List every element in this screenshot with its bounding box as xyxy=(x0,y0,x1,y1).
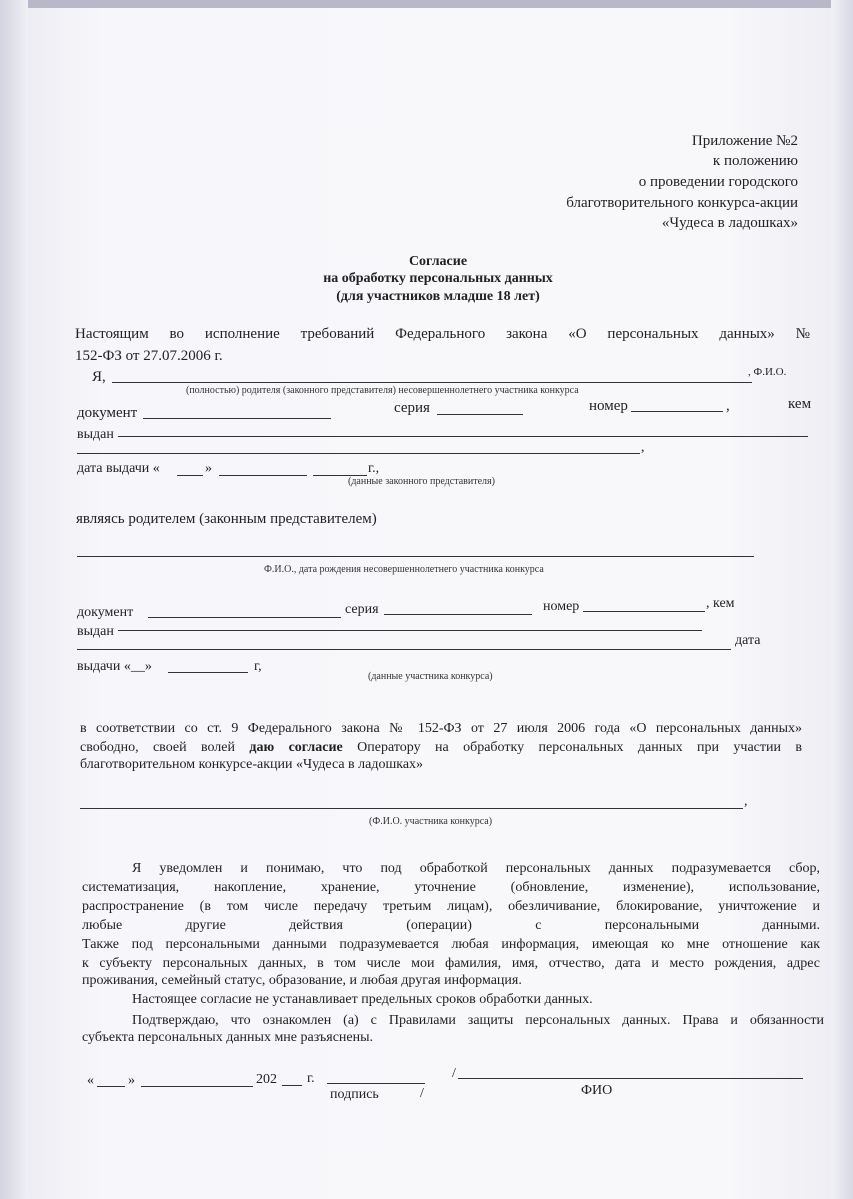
child-issue-label: выдачи «__» xyxy=(77,659,152,674)
parent-fio-field[interactable] xyxy=(112,382,752,383)
body-p1-line-2: систематизация, накопление, хранение, уточнение (обновление, изменение), использование, xyxy=(82,880,820,895)
participant-fio-field[interactable] xyxy=(80,808,743,809)
parent-number-field[interactable] xyxy=(631,411,723,412)
parent-series-field[interactable] xyxy=(437,414,523,415)
child-issued-field[interactable] xyxy=(118,630,702,631)
child-data-caption: (данные участника конкурса) xyxy=(368,671,493,682)
sign-slash-2: / xyxy=(420,1086,424,1101)
parent-number-comma: , xyxy=(726,398,730,414)
scan-top-edge xyxy=(0,0,853,8)
parent-doc-label: документ xyxy=(77,405,138,421)
child-number-field[interactable] xyxy=(583,611,705,612)
parent-number-label: номер xyxy=(589,398,628,414)
child-issued-field-2[interactable] xyxy=(77,649,731,650)
intro-line-2: 152-ФЗ от 27.07.2006 г. xyxy=(75,348,223,364)
sign-year-suffix: г. xyxy=(307,1071,315,1086)
sign-date-open: « xyxy=(87,1073,94,1088)
title-line-3: (для участников младше 18 лет) xyxy=(336,289,540,304)
consent-line-3: благотворительном конкурсе-акции «Чудеса в ладошках» xyxy=(80,757,424,772)
participant-fio-comma: , xyxy=(744,794,748,809)
parent-data-caption: (данные законного представителя) xyxy=(348,476,495,487)
body-p1-line-4: любые другие действия (операции) с персональными данными. xyxy=(82,918,820,933)
consent-line-1: в соответствии со ст. 9 Федерального закона № 152-ФЗ от 27 июля 2006 года «О персональных данных» xyxy=(80,721,802,736)
participant-fio-caption: (Ф.И.О. участника конкурса) xyxy=(369,816,493,827)
being-parent-text: являясь родителем (законным представителем) xyxy=(76,511,377,527)
parent-issued-by-label: кем xyxy=(788,396,812,412)
child-doc-field[interactable] xyxy=(148,617,341,618)
body-p1-line-6: к субъекту персональных данных, в том числе мои фамилия, имя, отчество, дата и место рождения, адрес xyxy=(82,956,820,971)
parent-issued-field-2[interactable] xyxy=(77,453,640,454)
body-p2: Настоящее согласие не устанавливает предельных сроков обработки данных. xyxy=(132,992,593,1007)
child-fio-field[interactable] xyxy=(77,556,754,557)
sign-caption: подпись xyxy=(330,1087,379,1102)
body-p1-line-7: проживания, семейный статус, образование, и любая другая информация. xyxy=(82,973,522,988)
child-issued-by-label: , кем xyxy=(706,596,735,611)
child-series-field[interactable] xyxy=(384,614,532,615)
parent-doc-field[interactable] xyxy=(143,418,331,419)
child-series-label: серия xyxy=(345,602,379,617)
parent-fio-caption: (полностью) родителя (законного представителя) несовершеннолетнего участника конкурса xyxy=(186,385,579,396)
scan-right-edge xyxy=(831,0,853,1199)
body-p1-line-5: Также под персональными данными подразумевается любая информация, имеющая ко мне отношение как xyxy=(82,937,820,952)
appendix-line-4: благотворительного конкурса-акции xyxy=(566,195,798,211)
appendix-line-5: «Чудеса в ладошках» xyxy=(661,215,798,231)
child-issued-label: выдан xyxy=(77,624,114,639)
sign-day-field[interactable] xyxy=(97,1086,125,1087)
parent-series-label: серия xyxy=(394,400,430,416)
consent-line-2: свободно, своей волей даю согласие Оператору на обработку персональных данных при участии в xyxy=(80,740,802,755)
sign-fio-field[interactable] xyxy=(458,1078,803,1079)
sign-year-field[interactable] xyxy=(282,1085,302,1086)
sign-fio-caption: ФИО xyxy=(581,1083,613,1098)
scan-left-edge xyxy=(0,0,28,1199)
body-p1-line-3: распространение (в том числе передачу третьим лицам), обезличивание, блокирование, уничтожение и xyxy=(82,899,820,914)
child-number-label: номер xyxy=(543,599,580,614)
sign-date-close: » xyxy=(128,1073,135,1088)
parent-year-suffix: г., xyxy=(368,461,380,476)
signature-field[interactable] xyxy=(327,1083,425,1084)
parent-fio-suffix: , Ф.И.О. xyxy=(748,366,787,378)
appendix-line-2: к положению xyxy=(712,153,798,169)
body-p3-line-2: субъекта персональных данных мне разъяснены. xyxy=(82,1030,374,1045)
parent-issue-day-field[interactable] xyxy=(177,475,203,476)
child-issue-month-field[interactable] xyxy=(168,672,248,673)
ya-label: Я, xyxy=(92,369,106,385)
sign-slash-1: / xyxy=(452,1066,456,1081)
parent-issued-comma: , xyxy=(641,440,645,455)
parent-issued-field[interactable] xyxy=(118,436,808,437)
sign-year: 202 xyxy=(256,1072,277,1087)
child-year-suffix: г, xyxy=(254,659,262,674)
sign-month-field[interactable] xyxy=(141,1086,253,1087)
parent-issue-date-label: дата выдачи « xyxy=(77,461,160,476)
consent-bold: даю согласие xyxy=(249,740,343,755)
intro-line-1: Настоящим во исполнение требований Федерального закона «О персональных данных» № xyxy=(75,326,810,342)
child-fio-caption: Ф.И.О., дата рождения несовершеннолетнего участника конкурса xyxy=(264,564,544,575)
child-doc-label: документ xyxy=(77,605,134,620)
parent-issued-label: выдан xyxy=(77,427,114,442)
title-line-1: Согласие xyxy=(408,254,468,269)
parent-issue-date-close: » xyxy=(205,461,212,476)
child-date-label: дата xyxy=(735,633,761,648)
title-line-2: на обработку персональных данных xyxy=(323,271,553,286)
body-p1-line-1: Я уведомлен и понимаю, что под обработкой персональных данных подразумевается сбор, xyxy=(132,861,820,876)
parent-issue-month-field[interactable] xyxy=(219,475,307,476)
appendix-line-1: Приложение №2 xyxy=(691,133,798,149)
appendix-line-3: о проведении городского xyxy=(638,174,798,190)
body-p3-line-1: Подтверждаю, что ознакомлен (а) с Правилами защиты персональных данных. Права и обязанности xyxy=(132,1013,824,1028)
